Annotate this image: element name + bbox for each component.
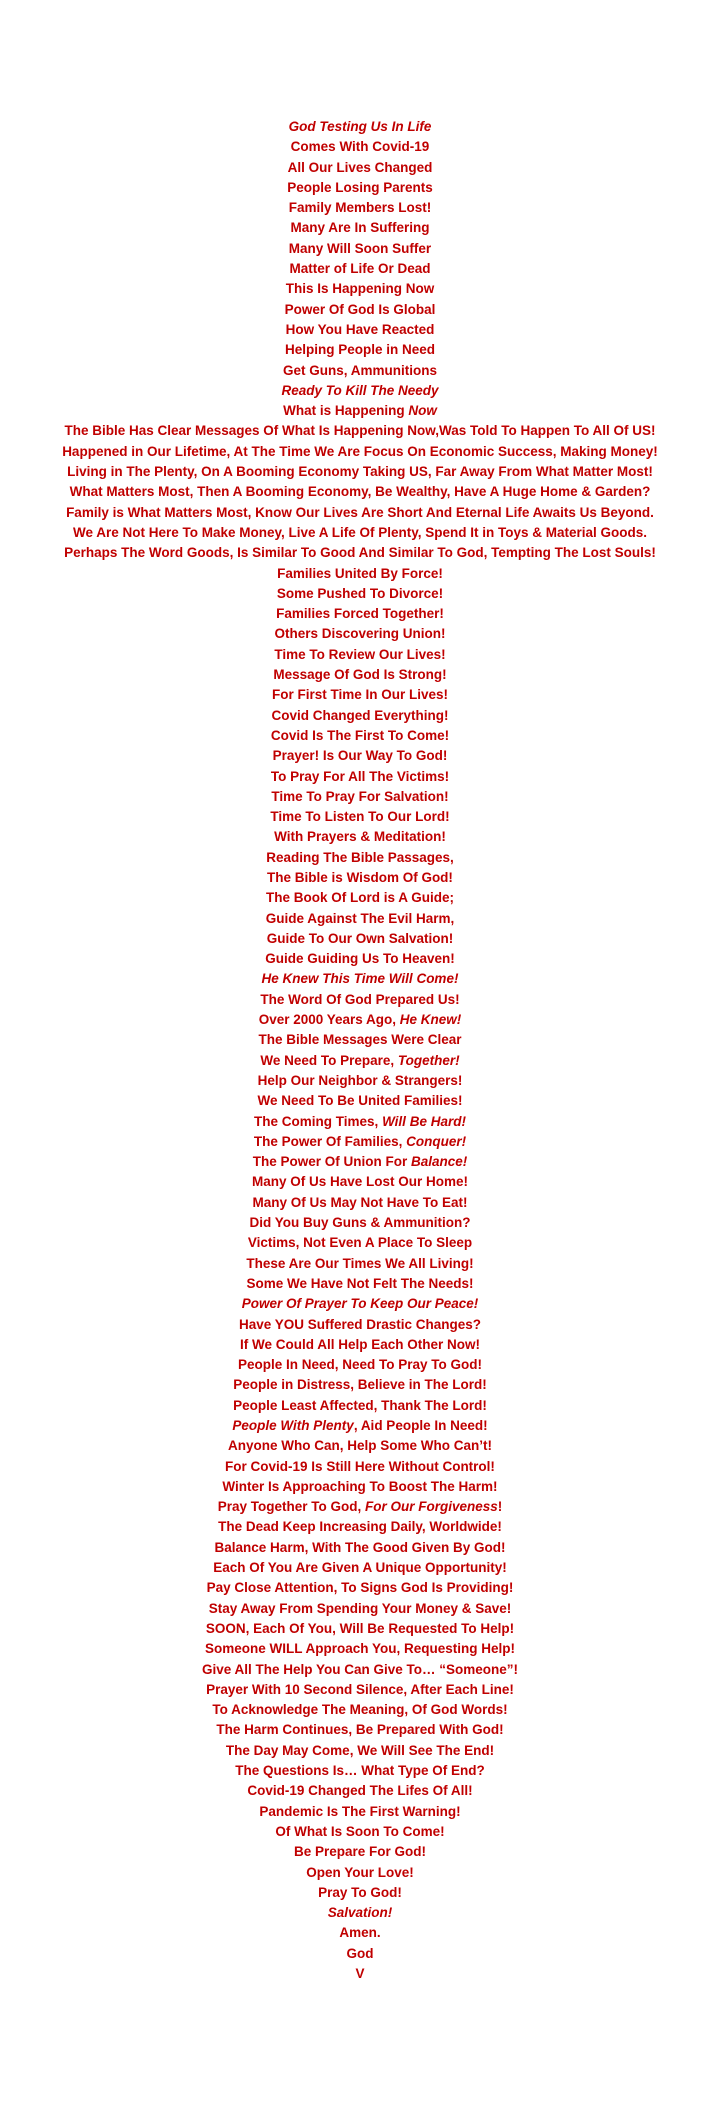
poem-line <box>0 1741 720 1761</box>
poem-line-text: Pray To God! <box>318 1884 402 1900</box>
poem-line <box>0 178 720 198</box>
poem-line-text: Balance Harm, With The Good Given By God! <box>214 1539 506 1555</box>
poem-line <box>0 279 720 299</box>
poem-line-text: Time To Pray For Salvation! <box>271 788 449 804</box>
poem-line-text: How You Have Reacted <box>285 321 435 337</box>
poem-line <box>0 665 720 685</box>
poem-text <box>0 117 720 1984</box>
poem-line <box>0 198 720 218</box>
poem-line <box>0 604 720 624</box>
poem-line-text: The Dead Keep Increasing Daily, Worldwide! <box>218 1519 502 1535</box>
poem-line-text: This Is Happening Now <box>285 281 435 297</box>
poem-line <box>0 1071 720 1091</box>
poem-line <box>0 787 720 807</box>
poem-line <box>0 1802 720 1822</box>
poem-line-text: Pray Together To God, <box>217 1499 365 1515</box>
poem-line <box>0 929 720 949</box>
poem-line <box>0 1375 720 1395</box>
poem-line <box>0 564 720 584</box>
poem-line-italic-text: Now <box>408 403 437 419</box>
poem-line <box>0 1030 720 1050</box>
poem-line <box>0 1315 720 1335</box>
poem-line <box>0 1010 720 1030</box>
poem-line-text: Perhaps The Word Goods, Is Similar To Good And Similar To God, Tempting The Lost Souls! <box>64 545 656 561</box>
poem-line <box>0 746 720 766</box>
poem-line-text: Reading The Bible Passages, <box>266 849 454 865</box>
poem-line-text: The Word Of God Prepared Us! <box>260 991 460 1007</box>
poem-line <box>0 1903 720 1923</box>
poem-line <box>0 482 720 502</box>
poem-line-text: Be Prepare For God! <box>293 1844 427 1860</box>
poem-line-text: Power Of God Is Global <box>284 301 436 317</box>
poem-line-italic-text: Together! <box>397 1052 460 1068</box>
poem-line-text: Some We Have Not Felt The Needs! <box>246 1275 474 1291</box>
poem-line <box>0 442 720 462</box>
poem-line-text: Of What Is Soon To Come! <box>275 1823 445 1839</box>
poem-line-text: Guide To Our Own Salvation! <box>266 930 454 946</box>
poem-line <box>0 1497 720 1517</box>
poem-line <box>0 1274 720 1294</box>
poem-line <box>0 1051 720 1071</box>
poem-line-text: Pay Close Attention, To Signs God Is Providing! <box>206 1580 514 1596</box>
poem-line <box>0 340 720 360</box>
poem-line-text: To Acknowledge The Meaning, Of God Words! <box>212 1702 508 1718</box>
poem-line <box>0 1558 720 1578</box>
poem-line-italic-text: Ready To Kill The Needy <box>281 382 439 398</box>
poem-line-text: The Bible is Wisdom Of God! <box>267 869 453 885</box>
poem-line <box>0 584 720 604</box>
poem-line-text: The Coming Times, <box>254 1113 383 1129</box>
poem-line <box>0 137 720 157</box>
poem-line <box>0 949 720 969</box>
poem-line <box>0 1172 720 1192</box>
poem-line <box>0 462 720 482</box>
poem-line <box>0 543 720 563</box>
poem-line-text: Covid-19 Changed The Lifes Of All! <box>247 1783 473 1799</box>
poem-line-text: Pandemic Is The First Warning! <box>259 1803 461 1819</box>
poem-line-text: For Covid-19 Is Still Here Without Control! <box>225 1458 495 1474</box>
poem-line-text: The Day May Come, We Will See The End! <box>225 1742 495 1758</box>
poem-line-text: Many Are In Suffering <box>290 220 430 236</box>
poem-line-text: With Prayers & Meditation! <box>274 829 446 845</box>
poem-line <box>0 645 720 665</box>
poem-line-text: Some Pushed To Divorce! <box>276 585 444 601</box>
poem-line-italic-text: He Knew This Time Will Come! <box>261 971 459 987</box>
poem-line <box>0 421 720 441</box>
poem-line <box>0 685 720 705</box>
poem-line <box>0 523 720 543</box>
poem-line <box>0 1213 720 1233</box>
poem-line-italic-text: For Our Forgiveness <box>364 1499 498 1515</box>
poem-line-text: Prayer! Is Our Way To God! <box>272 748 448 764</box>
poem-line-text: Guide Guiding Us To Heaven! <box>265 951 455 967</box>
poem-line <box>0 1477 720 1497</box>
poem-line-italic-text: Conquer! <box>406 1133 467 1149</box>
poem-line-text: People in Distress, Believe in The Lord! <box>233 1377 487 1393</box>
poem-line <box>0 1761 720 1781</box>
poem-line-text: Time To Listen To Our Lord! <box>270 809 450 825</box>
poem-line <box>0 1294 720 1314</box>
poem-line-text: For First Time In Our Lives! <box>271 687 449 703</box>
poem-line <box>0 1781 720 1801</box>
poem-line <box>0 259 720 279</box>
poem-line <box>0 1457 720 1477</box>
poem-line <box>0 1436 720 1456</box>
poem-line-text: God <box>346 1945 374 1961</box>
poem-line <box>0 1112 720 1132</box>
poem-line <box>0 1720 720 1740</box>
poem-line-italic-text: People With Plenty <box>232 1418 354 1433</box>
poem-line <box>0 1152 720 1172</box>
poem-line-text: Have YOU Suffered Drastic Changes? <box>238 1316 482 1332</box>
poem-line-text: Covid Is The First To Come! <box>270 727 450 743</box>
poem-line-text: Winter Is Approaching To Boost The Harm! <box>222 1478 498 1494</box>
poem-line <box>0 624 720 644</box>
poem-line-text: Each Of You Are Given A Unique Opportunity! <box>213 1560 507 1576</box>
poem-line <box>0 848 720 868</box>
poem-line-text: Comes With Covid-19 <box>290 139 430 155</box>
poem-line-text: Families United By Force! <box>277 565 443 581</box>
poem-line-italic-text: He Knew! <box>399 1012 462 1028</box>
poem-line-text: People Least Affected, Thank The Lord! <box>233 1397 487 1413</box>
poem-line-text: All Our Lives Changed <box>287 159 433 175</box>
poem-line-text: Anyone Who Can, Help Some Who Can’t! <box>228 1438 492 1454</box>
poem-line <box>0 1599 720 1619</box>
poem-line <box>0 1923 720 1943</box>
poem-line-text: Give All The Help You Can Give To… “Someone”! <box>201 1661 519 1677</box>
poem-line-italic-text: Salvation! <box>327 1905 393 1921</box>
poem-line <box>0 1578 720 1598</box>
poem-line <box>0 767 720 787</box>
poem-line-text: Get Guns, Ammunitions <box>282 362 437 378</box>
poem-line-text: The Book Of Lord is A Guide; <box>266 890 454 906</box>
poem-line-text: ! <box>497 1499 503 1515</box>
poem-line-text: V <box>355 1966 365 1982</box>
poem-line <box>0 1944 720 1964</box>
poem-line-text: To Pray For All The Victims! <box>270 768 450 784</box>
poem-line-text: These Are Our Times We All Living! <box>246 1255 474 1271</box>
poem-line <box>0 218 720 238</box>
poem-line <box>0 320 720 340</box>
poem-line <box>0 1538 720 1558</box>
poem-line-italic-text: Balance! <box>410 1154 468 1170</box>
poem-line <box>0 888 720 908</box>
poem-line-text: Covid Changed Everything! <box>271 707 449 723</box>
poem-line <box>0 381 720 401</box>
poem-line <box>0 1254 720 1274</box>
poem-line <box>0 1193 720 1213</box>
poem-line-text: We Need To Prepare, <box>260 1052 398 1068</box>
poem-line-text: Open Your Love! <box>306 1864 414 1880</box>
poem-line-text: Amen. <box>339 1925 381 1941</box>
poem-line-italic-text: Will Be Hard! <box>382 1113 466 1129</box>
poem-line <box>0 158 720 178</box>
poem-line <box>0 1132 720 1152</box>
poem-line-text: Prayer With 10 Second Silence, After Each Line! <box>206 1681 514 1697</box>
poem-line-text: Did You Buy Guns & Ammunition? <box>249 1215 471 1231</box>
poem-line <box>0 1517 720 1537</box>
poem-line-text: Helping People in Need <box>284 342 436 358</box>
poem-line <box>0 300 720 320</box>
poem-line-text: Stay Away From Spending Your Money & Save! <box>208 1600 512 1616</box>
poem-line-text: The Bible Messages Were Clear <box>258 1032 462 1048</box>
poem-line-text: The Harm Continues, Be Prepared With God! <box>216 1722 504 1738</box>
poem-line <box>0 503 720 523</box>
poem-line <box>0 1700 720 1720</box>
poem-line <box>0 969 720 989</box>
poem-line-text: We Need To Be United Families! <box>257 1093 463 1109</box>
poem-line-text: Family Members Lost! <box>288 200 432 216</box>
poem-line-text: Many Will Soon Suffer <box>288 240 432 256</box>
poem-line-text: Others Discovering Union! <box>274 626 446 642</box>
poem-line-text: The Power Of Families, <box>253 1133 407 1149</box>
poem-line <box>0 1416 720 1436</box>
poem-line-text: We Are Not Here To Make Money, Live A Life Of Plenty, Spend It in Toys & Material Goods. <box>72 524 648 540</box>
poem-line-text: People Losing Parents <box>287 179 433 195</box>
poem-line <box>0 239 720 259</box>
poem-line <box>0 1680 720 1700</box>
poem-line <box>0 807 720 827</box>
poem-line <box>0 1660 720 1680</box>
poem-line <box>0 706 720 726</box>
poem-line <box>0 1964 720 1984</box>
poem-line-text: Happened in Our Lifetime, At The Time We Are Focus On Economic Success, Making Money! <box>62 443 658 459</box>
poem-line <box>0 117 720 137</box>
poem-line <box>0 1396 720 1416</box>
poem-line <box>0 1091 720 1111</box>
poem-line-text: Living in The Plenty, On A Booming Economy Taking US, Far Away From What Matter Most! <box>67 464 653 480</box>
poem-line <box>0 827 720 847</box>
poem-line-text: What Matters Most, Then A Booming Economy, Be Wealthy, Have A Huge Home & Garden? <box>69 484 651 500</box>
poem-line-text: Time To Review Our Lives! <box>274 646 446 662</box>
poem-line-text: The Bible Has Clear Messages Of What Is Happening Now,Was Told To Happen To All Of US! <box>64 423 656 439</box>
poem-line <box>0 401 720 421</box>
poem-line <box>0 1822 720 1842</box>
poem-line-text: The Questions Is… What Type Of End? <box>235 1763 485 1779</box>
poem-line-text: Many Of Us Have Lost Our Home! <box>251 1174 469 1190</box>
poem-line <box>0 909 720 929</box>
poem-line <box>0 1842 720 1862</box>
poem-line-text: SOON, Each Of You, Will Be Requested To Help! <box>205 1620 515 1636</box>
poem-line <box>0 868 720 888</box>
poem-line <box>0 1335 720 1355</box>
poem-line-text: Families Forced Together! <box>276 606 444 622</box>
poem-line-text: , Aid People In Need! <box>353 1418 488 1433</box>
poem-line <box>0 1233 720 1253</box>
poem-line-italic-text: Power Of Prayer To Keep Our Peace! <box>241 1296 479 1312</box>
poem-line-text: Matter of Life Or Dead <box>289 261 431 277</box>
poem-line-text: What is Happening <box>283 403 409 419</box>
poem-line-text: The Power Of Union For <box>252 1154 411 1170</box>
poem-line-text: If We Could All Help Each Other Now! <box>239 1336 480 1352</box>
poem-line <box>0 1639 720 1659</box>
poem-line-text: People In Need, Need To Pray To God! <box>237 1357 483 1373</box>
poem-line <box>0 1863 720 1883</box>
poem-line <box>0 1355 720 1375</box>
poem-line-text: Someone WILL Approach You, Requesting Help! <box>204 1641 516 1657</box>
poem-line-text: Message Of God Is Strong! <box>273 667 447 683</box>
poem-line-italic-text: God Testing Us In Life <box>288 119 432 134</box>
poem-line-text: Help Our Neighbor & Strangers! <box>257 1072 463 1088</box>
poem-line <box>0 361 720 381</box>
poem-line-text: Family is What Matters Most, Know Our Lives Are Short And Eternal Life Awaits Us Beyond. <box>66 504 654 520</box>
poem-line-text: Many Of Us May Not Have To Eat! <box>252 1194 468 1210</box>
poem-line <box>0 726 720 746</box>
poem-line <box>0 990 720 1010</box>
poem-line-text: Victims, Not Even A Place To Sleep <box>247 1235 473 1251</box>
poem-line-text: Over 2000 Years Ago, <box>258 1012 400 1028</box>
poem-line-text: Guide Against The Evil Harm, <box>265 910 455 926</box>
poem-line <box>0 1619 720 1639</box>
poem-line <box>0 1883 720 1903</box>
